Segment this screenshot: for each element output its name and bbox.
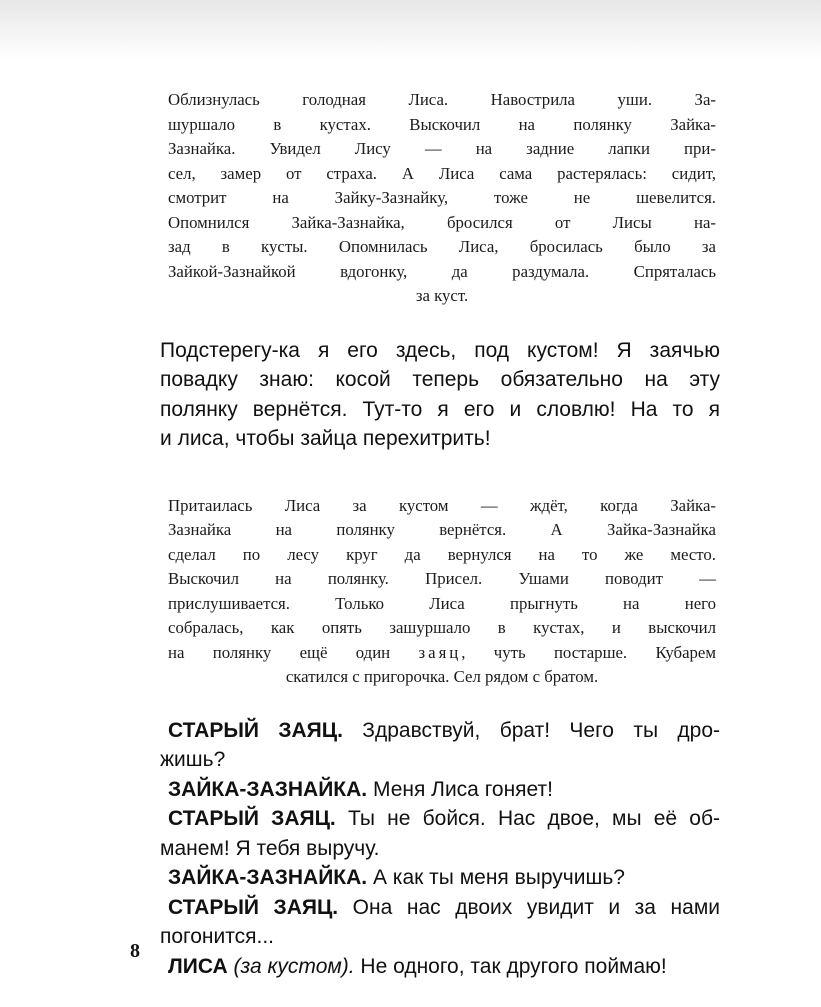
page-number: 8 [130, 940, 140, 962]
stage-direction-2 [168, 494, 716, 690]
speech-text: А как ты меня выручишь? [367, 866, 625, 889]
speech-line: полянку вернётся. Тут-то я его и словлю! На то я [160, 397, 720, 421]
speaker-name: СТАРЫЙ ЗАЯЦ. [168, 895, 339, 919]
text-line: сделал по лесу круг да вернулся на то же место. [168, 544, 716, 564]
dialogue-line [160, 804, 720, 834]
text-line: Зазнайка на полянку вернётся. А Зайка-Зазнайка [168, 520, 716, 539]
text-line: Облизнулась голодная Лиса. Навострила уши. За- [168, 90, 716, 109]
text-line: за куст. [415, 286, 469, 305]
speech-text: Она нас двоих увидит и за нами [338, 895, 720, 919]
fox-monologue [160, 336, 720, 454]
text-line [168, 641, 716, 666]
dialogue-line [160, 893, 720, 923]
speech-text: Не одного, так другого поймаю! [354, 954, 667, 978]
text-line: Зайкой-Зазнайкой вдогонку, да раздумала. Спряталась [168, 261, 716, 281]
text-line: прислушивается. Только Лиса прыгнуть на него [168, 593, 716, 613]
stage-direction-1 [168, 88, 716, 309]
speaker-name: СТАРЫЙ ЗАЯЦ. [168, 807, 336, 830]
speaker-name: ЗАЙКА-ЗАЗНАЙКА. [168, 777, 368, 801]
speech-line: и лиса, чтобы зайца перехитрить! [160, 427, 491, 450]
book-page [160, 88, 720, 981]
scan-shadow [0, 0, 821, 60]
dialogue [160, 716, 720, 982]
text-line: скатился с пригорочка. Сел рядом с братом. [285, 667, 599, 686]
dialogue-line [160, 775, 720, 805]
spaced-word: заяц [418, 642, 462, 662]
speaker-name: ЗАЙКА-ЗАЗНАЙКА. [168, 866, 368, 889]
dialogue-line: жишь? [160, 748, 226, 771]
text-line: сел, замер от страха. А Лиса сама растерялась: сидит, [168, 163, 716, 183]
text-line: Опомнился Зайка-Зазнайка, бросился от Лисы на- [168, 212, 716, 232]
text-line: Притаилась Лиса за кустом — ждёт, когда Зайка- [168, 495, 716, 515]
dialogue-line [160, 952, 720, 982]
text-line: Выскочил на полянку. Присел. Ушами поводит — [168, 569, 716, 588]
dialogue-line: погонится... [160, 925, 275, 948]
dialogue-line [160, 716, 720, 746]
speech-line: Подстерегу-ка я его здесь, под кустом! Я заячью [160, 338, 720, 362]
speech-text: Ты не бойся. Нас двое, мы её об- [335, 807, 720, 830]
speech-text: Здравствуй, брат! Чего ты дро- [342, 718, 721, 742]
text-fragment: , чуть постарше. Кубарем [461, 642, 716, 662]
text-line: шуршало в кустах. Выскочил на полянку Зайка- [168, 114, 716, 134]
dialogue-line [160, 863, 720, 893]
text-line: смотрит на Зайку-Зазнайку, тоже не шевелится. [168, 188, 716, 207]
text-line: зад в кусты. Опомнилась Лиса, бросилась было за [168, 237, 716, 256]
speech-text: Меня Лиса гоняет! [367, 777, 553, 801]
speech-line: повадку знаю: косой теперь обязательно на эту [160, 368, 720, 391]
text-line: Зазнайка. Увидел Лису — на задние лапки при- [168, 139, 716, 158]
text-fragment: на полянку ещё один [168, 642, 419, 662]
text-line: собралась, как опять зашуршало в кустах, и выскочил [168, 618, 716, 637]
stage-aside: (за кустом). [233, 954, 355, 978]
speaker-name: СТАРЫЙ ЗАЯЦ. [168, 718, 343, 742]
dialogue-line: манем! Я тебя выручу. [160, 836, 380, 860]
speaker-name: ЛИСА [168, 954, 228, 978]
